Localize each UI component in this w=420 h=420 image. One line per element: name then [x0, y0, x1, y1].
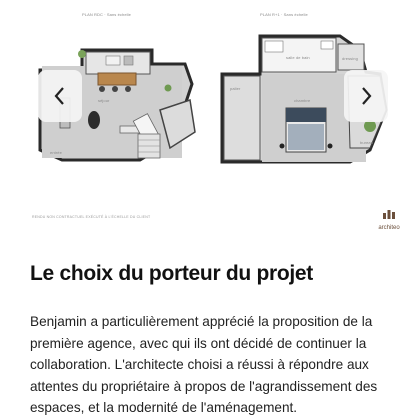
carousel-next-button[interactable]	[344, 70, 388, 122]
carousel-prev-button[interactable]	[38, 70, 82, 122]
section-title: Le choix du porteur du projet	[30, 262, 313, 285]
room-label-entree: entrée	[50, 150, 62, 155]
room-label-bureau: bureau	[360, 140, 374, 145]
chevron-left-icon	[51, 85, 69, 107]
brand-name: architeo	[378, 225, 400, 231]
plan-caption-ground: PLAN RDC · Sans échelle	[82, 12, 131, 17]
plan-caption-upper: PLAN R+1 · Sans échelle	[260, 12, 308, 17]
plan-footnote: RENDU NON CONTRACTUEL EXÉCUTÉ À L'ÉCHELLE DU CLIENT	[32, 215, 151, 219]
section-paragraph: Benjamin a particulièrement apprécié la proposition de la première agence, avec qui ils ont décidé de continuer la collaboration. L'architecte choisi a réussi à répondre aux attentes du propriétaire à propos de l'agrandissement des espaces, et la modernité de l'aménagement.	[30, 314, 378, 415]
room-label-salon: séjour	[98, 98, 110, 103]
room-label-chambre: chambre	[294, 98, 311, 103]
brand-logo	[374, 206, 404, 231]
room-label-sdb: salle de bain	[286, 55, 310, 60]
room-label-dressing: dressing	[342, 56, 358, 61]
building-logo-icon	[383, 210, 395, 219]
room-label-palier: palier	[230, 86, 241, 91]
chevron-right-icon	[357, 85, 375, 107]
